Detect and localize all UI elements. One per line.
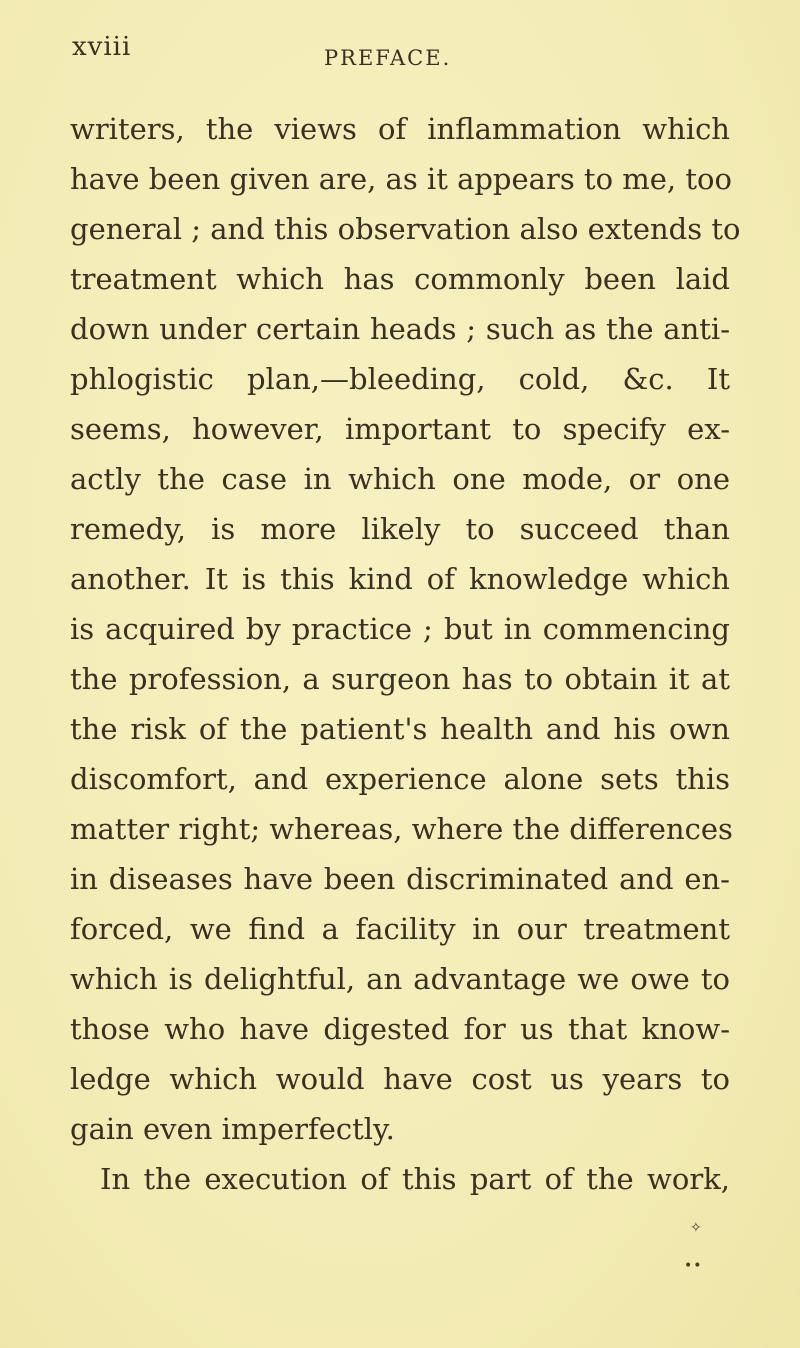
text-line: remedy, is more likely to succeed than (70, 512, 730, 546)
text-line: forced, we find a facility in our treatment (70, 912, 730, 946)
text-line: phlogistic plan,—bleeding, cold, &c. It (70, 362, 730, 396)
text-line: ledge which would have cost us years to (70, 1062, 730, 1096)
text-line: the risk of the patient's health and his own (70, 712, 730, 746)
signature-mark: ✧ (690, 1220, 702, 1236)
text-line: have been given are, as it appears to me, too (70, 162, 732, 196)
text-line: discomfort, and experience alone sets this (70, 762, 730, 796)
text-line: those who have digested for us that know- (70, 1012, 730, 1046)
text-line: another. It is this kind of knowledge which (70, 562, 730, 596)
running-head: PREFACE. (324, 46, 452, 70)
text-line: seems, however, important to specify ex- (70, 412, 730, 446)
text-line: the profession, a surgeon has to obtain it at (70, 662, 730, 696)
text-line: general ; and this observation also extends to (70, 212, 741, 246)
text-line: treatment which has commonly been laid (70, 262, 730, 296)
signature-dots: •• (684, 1258, 703, 1274)
paragraph-end-line: gain even imperfectly. (70, 1112, 395, 1146)
body-text (70, 104, 741, 1204)
text-line: down under certain heads ; such as the anti- (70, 312, 730, 346)
paragraph-start-line: In the execution of this part of the work, (100, 1162, 730, 1196)
text-line: in diseases have been discriminated and en- (70, 862, 730, 896)
text-line: actly the case in which one mode, or one (70, 462, 730, 496)
page-header (0, 30, 800, 80)
text-line: which is delightful, an advantage we owe to (70, 962, 730, 996)
text-line: is acquired by practice ; but in commencing (70, 612, 730, 646)
text-line: writers, the views of inflammation which (70, 112, 730, 146)
text-line: matter right; whereas, where the differences (70, 812, 733, 846)
page-number: xviii (72, 32, 132, 62)
